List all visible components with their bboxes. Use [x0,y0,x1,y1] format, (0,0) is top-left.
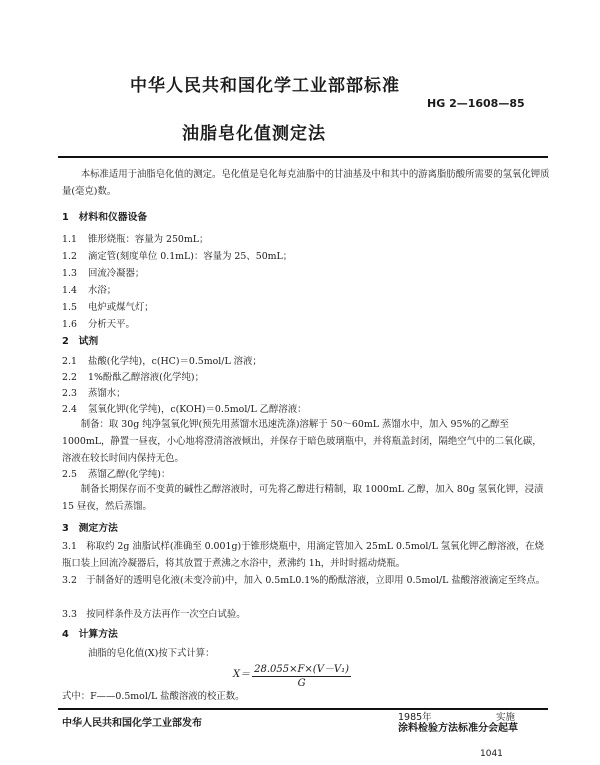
list-item: 1.5 电炉或煤气灯； [62,302,154,313]
drafting-committee: 涂料检验方法标准分会起草 [398,723,518,734]
issuing-organization: 中华人民共和国化学工业部发布 [62,718,202,729]
formula-lhs: X＝ [233,669,251,680]
formula-fraction [252,660,351,689]
document-title: 油脂皂化值测定法 [182,124,326,144]
formula-lead: 油脂的皂化值(X)按下式计算： [88,648,215,659]
page-number: 1041 [480,749,503,759]
standard-organization: 中华人民共和国化学工业部部标准 [130,76,400,96]
formula-denominator: G [297,678,306,689]
list-item: 1.4 水浴； [62,285,117,296]
section-4-heading: 4 计算方法 [62,629,118,640]
method-paragraph-3-1: 3.1 称取约 2g 油脂试样(准确至 0.001g)于锥形烧瓶中，用滴定管加入 25mL 0.5mol/L 氢氧化钾乙醇溶液，在烧瓶口装上回流冷凝器后，将其放置于煮沸之水浴中，煮沸约 1h，并时时摇动烧瓶。 [62,541,544,569]
list-item: 2.2 1%酚酞乙醇溶液(化学纯)； [62,372,204,383]
saponification-formula [233,660,351,689]
method-paragraph-3-2: 3.2 于制备好的透明皂化液(未变冷前)中，加入 0.5mL0.1%的酚酞溶液，立即用 0.5mol/L 盐酸溶液滴定至终点。 [62,575,546,586]
list-item: 2.1 盐酸(化学纯)，c(HC)＝0.5mol/L 溶液； [62,356,262,367]
section-1-heading: 1 材料和仪器设备 [62,212,148,223]
implementation-year: 1985年 [398,712,432,723]
list-item: 2.4 氢氧化钾(化学纯)，c(KOH)＝0.5mol/L 乙醇溶液： [62,404,307,415]
formula-numerator: 28.055×F×(V－V₁) [252,660,351,677]
ethanol-preparation-paragraph: 制备长期保存而不变黄的碱性乙醇溶液时，可先将乙醇进行精制，取 1000mL 乙醇，加入 80g 氢氧化钾，浸渍 15 昼夜，然后蒸馏。 [62,484,544,512]
list-item: 2.3 蒸馏水； [62,388,126,399]
list-item: 2.5 蒸馏乙醇(化学纯)： [62,469,171,480]
method-paragraph-3-3: 3.3 按同样条件及方法再作一次空白试验。 [62,609,246,620]
section-3-heading: 3 测定方法 [62,523,118,534]
kOH-preparation-paragraph: 制备：取 30g 纯净氢氧化钾(预先用蒸馏水迅速洗涤)溶解于 50～60mL 蒸馏水中，加入 95%的乙醇至 1000mL，静置一昼夜，小心地将澄清溶液倾出，并保存于暗色玻璃瓶中，并将瓶盖封闭，隔绝空气中的二氧化碳，溶液在较长时间内保持无色。 [62,419,542,464]
implementation-label: 实施 [496,712,516,723]
list-item: 1.1 锥形烧瓶：容量为 250mL； [62,234,209,245]
list-item: 1.3 回流冷凝器； [62,268,145,279]
list-item: 1.2 滴定管(刻度单位 0.1mL)：容量为 25、50mL； [62,251,293,262]
intro-paragraph: 本标准适用于油脂皂化值的测定。皂化值是皂化每克油脂中的甘油基及中和其中的游离脂肪酸所需要的氢氧化钾质量(毫克)数。 [62,169,550,197]
section-2-heading: 2 试剂 [62,336,99,347]
standard-code: HG 2—1608—85 [427,97,525,110]
formula-note: 式中：F——0.5mol/L 盐酸溶液的校正数。 [62,691,245,702]
top-rule [58,156,548,158]
bottom-rule [58,708,548,710]
list-item: 1.6 分析天平。 [62,319,135,330]
